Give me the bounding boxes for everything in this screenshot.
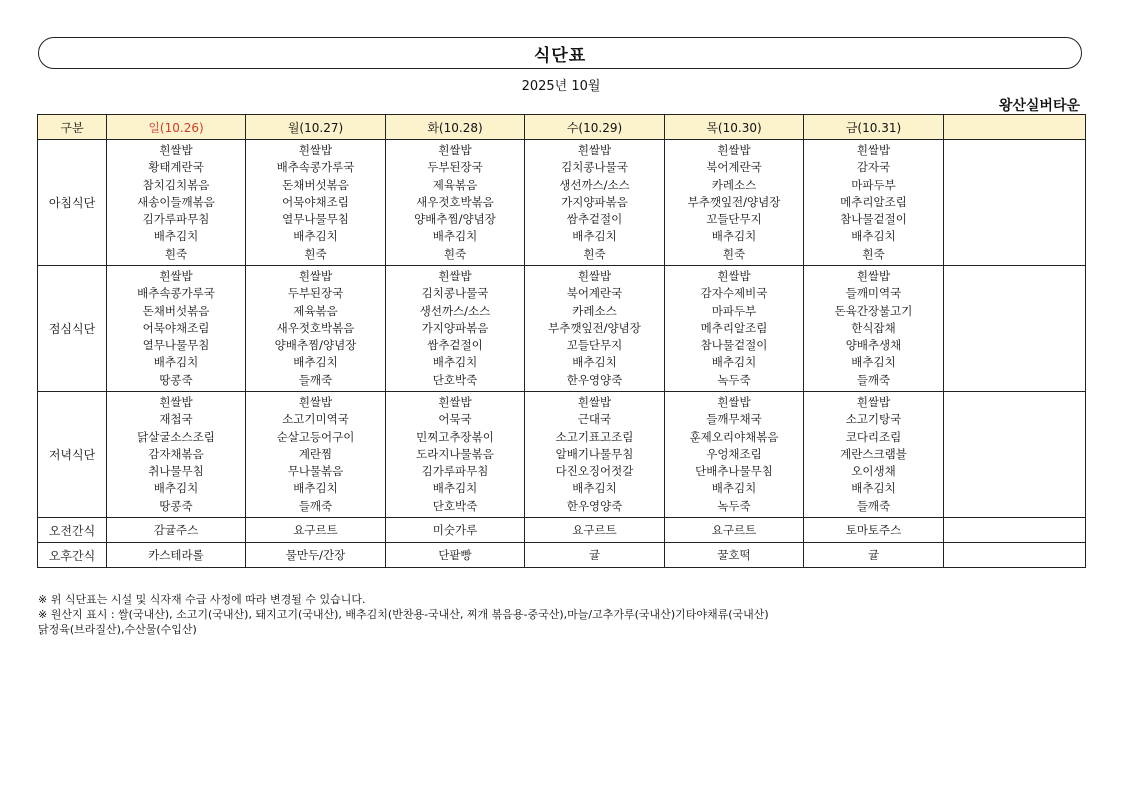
menu-item: 두부된장국 xyxy=(287,286,344,301)
menu-item: 민찌고추장볶이 xyxy=(416,429,494,444)
menu-item: 돈채버섯볶음 xyxy=(142,303,210,318)
menu-item: 생선까스/소스 xyxy=(559,177,630,192)
menu-item: 코다리조림 xyxy=(845,429,902,444)
meal-table xyxy=(37,114,1086,568)
notes xyxy=(38,592,769,637)
menu-item: 무나물볶음 xyxy=(287,464,344,479)
menu-item: 들깨무채국 xyxy=(706,412,762,427)
menu-item: 김가루파무침 xyxy=(142,212,210,227)
meal-cell xyxy=(944,392,1086,518)
meal-cell xyxy=(804,266,944,392)
menu-item: 감자국 xyxy=(856,160,891,175)
meal-cell xyxy=(665,266,804,392)
snack-cell: 꿀호떡 xyxy=(665,543,804,568)
menu-item: 흰쌀밥 xyxy=(856,143,891,158)
header-day: 금(10.31) xyxy=(804,115,944,140)
menu-item: 제육볶음 xyxy=(293,303,338,318)
menu-item: 배추김치 xyxy=(432,355,478,370)
menu-item: 배추속콩가루국 xyxy=(137,286,215,301)
menu-item: 흰죽 xyxy=(304,246,327,261)
menu-item: 근대국 xyxy=(577,412,612,427)
menu-item: 흰죽 xyxy=(722,246,746,261)
menu-item: 양배추생채 xyxy=(845,338,902,353)
menu-item: 녹두죽 xyxy=(717,372,751,387)
header-day xyxy=(944,115,1086,140)
header-day: 월(10.27) xyxy=(246,115,386,140)
menu-item: 흰쌀밥 xyxy=(159,269,193,284)
menu-item: 김치콩나물국 xyxy=(421,286,489,301)
menu-item: 취나물무침 xyxy=(148,464,204,479)
snack-cell xyxy=(944,518,1086,543)
title-banner xyxy=(38,37,1082,69)
menu-item: 흰쌀밥 xyxy=(717,269,751,284)
menu-item: 마파두부 xyxy=(711,303,757,318)
header-day: 화(10.28) xyxy=(386,115,525,140)
meal-cell xyxy=(107,266,246,392)
menu-item: 생선까스/소스 xyxy=(419,303,491,318)
snack-cell xyxy=(944,543,1086,568)
note-line: 닭정육(브라질산),수산물(수입산) xyxy=(38,623,197,636)
menu-item: 배추김치 xyxy=(432,481,478,496)
menu-item: 배추김치 xyxy=(572,229,617,244)
menu-item: 어묵야채조림 xyxy=(142,320,210,335)
menu-item: 두부된장국 xyxy=(427,160,483,175)
menu-item: 배추김치 xyxy=(153,229,199,244)
menu-item: 흰쌀밥 xyxy=(438,269,472,284)
menu-item: 계란스크램블 xyxy=(840,446,907,461)
meal-row xyxy=(38,266,1086,392)
menu-item: 북어계란국 xyxy=(566,286,623,301)
menu-item: 가지양파볶음 xyxy=(421,320,489,335)
menu-item: 제육볶음 xyxy=(432,177,478,192)
menu-item: 배추김치 xyxy=(153,355,199,370)
menu-item: 녹두죽 xyxy=(717,498,751,513)
menu-item: 흰쌀밥 xyxy=(298,269,333,284)
menu-item: 흰쌀밥 xyxy=(298,143,333,158)
meal-cell xyxy=(665,392,804,518)
menu-item: 한우영양죽 xyxy=(566,498,623,513)
menu-item: 참나물겉절이 xyxy=(700,338,768,353)
page-title: 식단표 xyxy=(533,45,587,66)
menu-item: 꼬들단무지 xyxy=(566,338,623,353)
menu-item: 소고기표고조림 xyxy=(555,429,634,444)
snack-row xyxy=(38,543,1086,568)
meal-cell xyxy=(665,140,804,266)
menu-item: 흰죽 xyxy=(583,246,606,261)
menu-item: 배추김치 xyxy=(293,481,338,496)
meal-label: 아침식단 xyxy=(38,140,107,266)
menu-item: 새우젓호박볶음 xyxy=(416,194,494,209)
menu-item: 참나물겉절이 xyxy=(840,212,907,227)
meal-cell xyxy=(107,392,246,518)
meal-cell xyxy=(944,140,1086,266)
menu-item: 단호박죽 xyxy=(432,372,478,387)
menu-item: 배추속콩가루국 xyxy=(276,160,355,175)
snack-cell: 귤 xyxy=(525,543,665,568)
menu-item: 흰쌀밥 xyxy=(298,395,333,410)
note-line: ※ 원산지 표시 : 쌀(국내산), 소고기(국내산), 돼지고기(국내산), 배추김치(반찬용-국내산, 찌개 볶음용-중국산),마늘/고추가루(국내산)기타야채류(국내산) xyxy=(38,608,769,621)
menu-item: 들깨죽 xyxy=(856,372,891,387)
meal-cell xyxy=(246,266,386,392)
menu-item: 흰죽 xyxy=(862,246,885,261)
menu-item: 흰쌀밥 xyxy=(856,269,891,284)
meal-cell xyxy=(386,140,525,266)
menu-item: 순살고등어구이 xyxy=(276,429,355,444)
menu-item: 부추깻잎전/양념장 xyxy=(687,194,781,209)
snack-cell: 카스테라롤 xyxy=(107,543,246,568)
menu-item: 땅콩죽 xyxy=(159,498,193,513)
snack-cell: 물만두/간장 xyxy=(246,543,386,568)
menu-item: 소고기미역국 xyxy=(282,412,349,427)
facility-name: 왕산실버타운 xyxy=(998,98,1080,114)
menu-item: 들깨미역국 xyxy=(845,286,902,301)
month-subtitle: 2025년 10월 xyxy=(521,79,601,94)
menu-item: 배추김치 xyxy=(851,229,896,244)
menu-item: 가지양파볶음 xyxy=(561,194,628,209)
menu-item: 오이생채 xyxy=(851,464,896,479)
header-day: 목(10.30) xyxy=(665,115,804,140)
meal-cell xyxy=(386,392,525,518)
menu-item: 흰쌀밥 xyxy=(717,395,751,410)
meal-cell xyxy=(525,392,665,518)
menu-item: 양배추찜/양념장 xyxy=(414,212,496,227)
meal-cell xyxy=(804,140,944,266)
snack-cell: 귤 xyxy=(804,543,944,568)
menu-item: 계란찜 xyxy=(298,446,333,461)
menu-item: 열무나물무침 xyxy=(142,338,210,353)
snack-cell: 단팥빵 xyxy=(386,543,525,568)
menu-item: 닭살굴소스조림 xyxy=(137,429,215,444)
menu-item: 어묵국 xyxy=(438,412,472,427)
header-day: 일(10.26) xyxy=(107,115,246,140)
menu-item: 참치김치볶음 xyxy=(142,177,210,192)
menu-item: 열무나물무침 xyxy=(282,212,349,227)
meal-cell xyxy=(246,392,386,518)
snack-cell: 토마토주스 xyxy=(804,518,944,543)
menu-item: 우엉채조림 xyxy=(706,446,762,461)
snack-cell: 요구르트 xyxy=(246,518,386,543)
menu-item: 흰쌀밥 xyxy=(577,269,612,284)
meal-cell xyxy=(525,266,665,392)
menu-item: 흰쌀밥 xyxy=(856,395,891,410)
header-row xyxy=(38,115,1086,140)
menu-item: 흰쌀밥 xyxy=(577,143,612,158)
menu-item: 김가루파무침 xyxy=(421,464,489,479)
meal-row xyxy=(38,140,1086,266)
menu-item: 흰쌀밥 xyxy=(717,143,751,158)
menu-item: 흰쌀밥 xyxy=(159,395,193,410)
menu-item: 돈채버섯볶음 xyxy=(282,177,349,192)
meal-row xyxy=(38,392,1086,518)
menu-item: 재첩국 xyxy=(159,412,193,427)
menu-item: 꼬들단무지 xyxy=(706,212,762,227)
snack-row xyxy=(38,518,1086,543)
snack-label: 오전간식 xyxy=(38,518,107,543)
note-line: ※ 위 식단표는 시설 및 식자재 수급 사정에 따라 변경될 수 있습니다. xyxy=(38,593,366,606)
snack-cell: 미숫가루 xyxy=(386,518,525,543)
menu-item: 배추김치 xyxy=(153,481,199,496)
meal-cell xyxy=(804,392,944,518)
header-day: 수(10.29) xyxy=(525,115,665,140)
snack-cell: 요구르트 xyxy=(665,518,804,543)
menu-item: 들깨죽 xyxy=(856,498,891,513)
menu-item: 메추리알조림 xyxy=(840,194,907,209)
header-category: 구분 xyxy=(38,115,107,140)
menu-item: 흰죽 xyxy=(164,246,188,261)
menu-item: 마파두부 xyxy=(851,177,896,192)
menu-item: 들깨죽 xyxy=(298,372,333,387)
menu-item: 다진오징어젓갈 xyxy=(555,464,634,479)
menu-item: 쌈추겉절이 xyxy=(427,338,483,353)
menu-item: 배추김치 xyxy=(572,355,617,370)
menu-item: 흰죽 xyxy=(443,246,467,261)
snack-cell: 요구르트 xyxy=(525,518,665,543)
meal-cell xyxy=(525,140,665,266)
menu-item: 소고기탕국 xyxy=(845,412,902,427)
menu-item: 황태계란국 xyxy=(148,160,204,175)
menu-item: 배추김치 xyxy=(851,481,896,496)
menu-item: 흰쌀밥 xyxy=(438,395,472,410)
menu-item: 배추김치 xyxy=(851,355,896,370)
menu-item: 단배추나물무침 xyxy=(695,464,773,479)
menu-item: 한우영양죽 xyxy=(566,372,623,387)
menu-item: 배추김치 xyxy=(711,229,757,244)
menu-item: 땅콩죽 xyxy=(159,372,193,387)
meal-label: 점심식단 xyxy=(38,266,107,392)
menu-item: 새우젓호박볶음 xyxy=(276,320,355,335)
menu-item: 김치콩나물국 xyxy=(561,160,628,175)
menu-item: 카레소스 xyxy=(711,177,757,192)
menu-item: 배추김치 xyxy=(293,355,338,370)
menu-item: 배추김치 xyxy=(711,481,757,496)
menu-item: 알배기나물무침 xyxy=(555,446,634,461)
meal-cell xyxy=(386,266,525,392)
menu-item: 단호박죽 xyxy=(432,498,478,513)
menu-item: 배추김치 xyxy=(572,481,617,496)
menu-item: 흰쌀밥 xyxy=(577,395,612,410)
menu-item: 새송이들깨볶음 xyxy=(137,194,215,209)
menu-item: 배추김치 xyxy=(711,355,757,370)
meal-label: 저녁식단 xyxy=(38,392,107,518)
menu-item: 들깨죽 xyxy=(298,498,333,513)
menu-item: 흰쌀밥 xyxy=(159,143,193,158)
menu-item: 훈제오리야채볶음 xyxy=(689,429,779,444)
menu-item: 감자채볶음 xyxy=(148,446,204,461)
meal-cell xyxy=(944,266,1086,392)
menu-item: 메추리알조림 xyxy=(700,320,768,335)
menu-item: 양배추찜/양념장 xyxy=(274,338,357,353)
menu-item: 카레소스 xyxy=(572,303,617,318)
meal-cell xyxy=(107,140,246,266)
menu-item: 도라지나물볶음 xyxy=(416,446,494,461)
menu-item: 한식잡채 xyxy=(851,320,896,335)
menu-item: 어묵야채조림 xyxy=(282,194,349,209)
menu-item: 배추김치 xyxy=(432,229,478,244)
menu-item: 쌈추겉절이 xyxy=(566,212,623,227)
menu-item: 돈육간장불고기 xyxy=(834,303,913,318)
menu-item: 배추김치 xyxy=(293,229,338,244)
menu-item: 부추깻잎전/양념장 xyxy=(548,320,641,335)
menu-item: 북어계란국 xyxy=(706,160,762,175)
snack-label: 오후간식 xyxy=(38,543,107,568)
menu-item: 감자수제비국 xyxy=(700,286,768,301)
menu-item: 흰쌀밥 xyxy=(438,143,472,158)
snack-cell: 감귤주스 xyxy=(107,518,246,543)
meal-cell xyxy=(246,140,386,266)
